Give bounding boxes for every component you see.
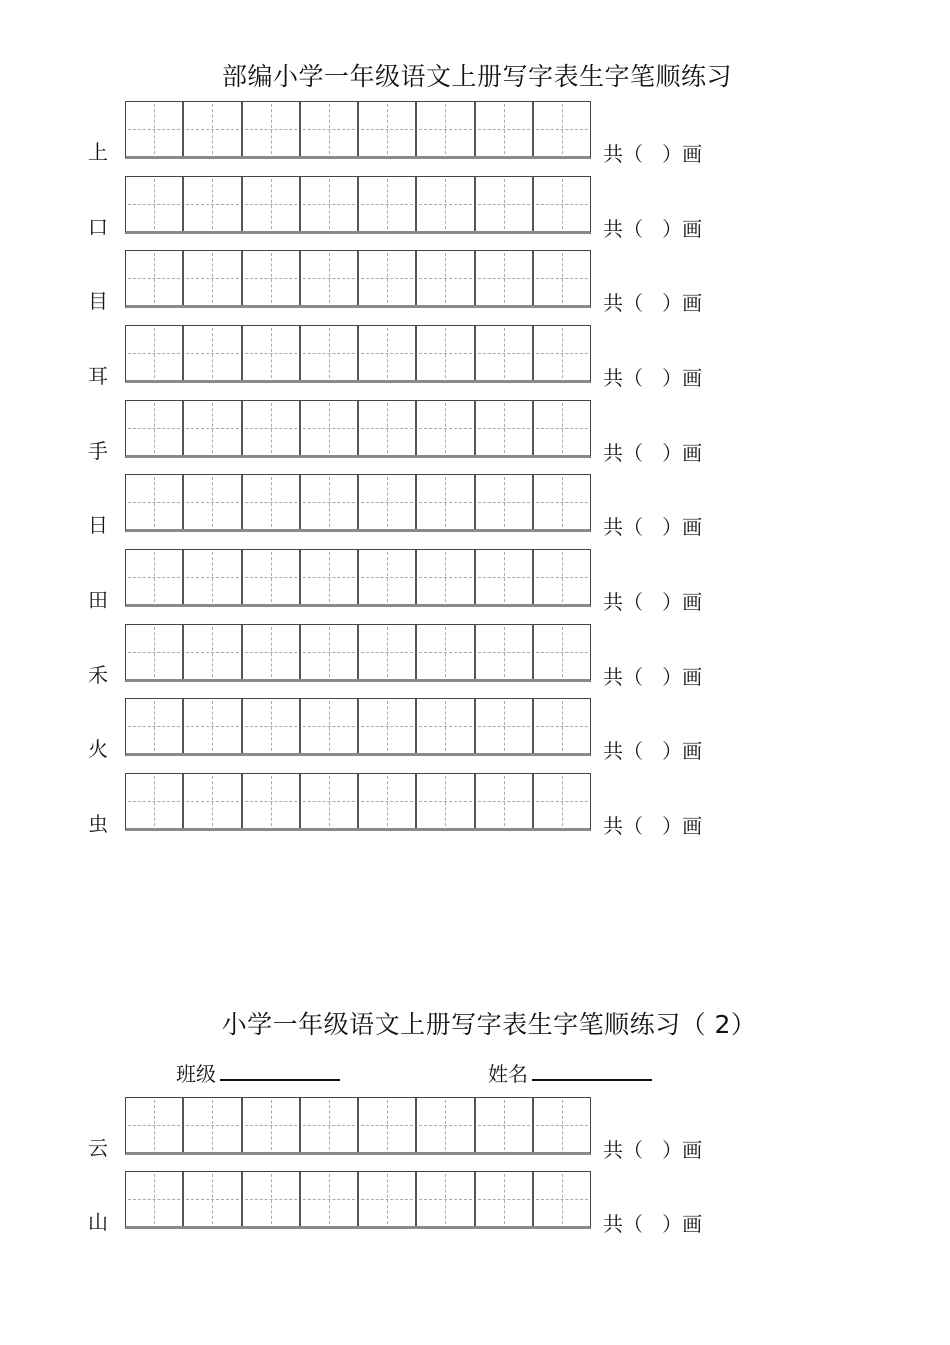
writing-grid[interactable] bbox=[125, 773, 591, 831]
practice-row bbox=[0, 698, 950, 763]
practice-character: 火 bbox=[88, 737, 108, 761]
practice-character: 手 bbox=[88, 439, 108, 463]
practice-row bbox=[0, 773, 950, 838]
stroke-count-label: 共（ ）画 bbox=[603, 665, 703, 689]
writing-grid[interactable] bbox=[125, 624, 591, 682]
stroke-count-label: 共（ ）画 bbox=[603, 217, 703, 241]
practice-character: 上 bbox=[88, 140, 108, 164]
writing-grid[interactable] bbox=[125, 176, 591, 234]
practice-row bbox=[0, 400, 950, 465]
stroke-count-label: 共（ ）画 bbox=[603, 515, 703, 539]
writing-grid[interactable] bbox=[125, 549, 591, 607]
writing-grid[interactable] bbox=[125, 1097, 591, 1155]
stroke-count-label: 共（ ）画 bbox=[603, 739, 703, 763]
practice-row bbox=[0, 624, 950, 689]
stroke-count-label: 共（ ）画 bbox=[603, 590, 703, 614]
stroke-count-label: 共（ ）画 bbox=[603, 366, 703, 390]
name-underline[interactable] bbox=[532, 1061, 652, 1081]
class-label: 班级 bbox=[176, 1062, 216, 1086]
writing-grid[interactable] bbox=[125, 325, 591, 383]
worksheet-title-2: 小学一年级语文上册写字表生字笔顺练习（ 2） bbox=[221, 1010, 757, 1039]
practice-character: 田 bbox=[88, 588, 108, 612]
writing-grid[interactable] bbox=[125, 400, 591, 458]
practice-row bbox=[0, 549, 950, 614]
writing-grid[interactable] bbox=[125, 474, 591, 532]
practice-row bbox=[0, 325, 950, 390]
writing-grid[interactable] bbox=[125, 698, 591, 756]
stroke-count-label: 共（ ）画 bbox=[603, 1212, 703, 1236]
practice-row bbox=[0, 1097, 950, 1162]
practice-character: 日 bbox=[88, 513, 108, 537]
name-field[interactable] bbox=[488, 1058, 652, 1087]
practice-row bbox=[0, 250, 950, 315]
stroke-count-label: 共（ ）画 bbox=[603, 814, 703, 838]
worksheet-title: 部编小学一年级语文上册写字表生字笔顺练习 bbox=[221, 62, 732, 91]
stroke-count-label: 共（ ）画 bbox=[603, 142, 703, 166]
name-label: 姓名 bbox=[488, 1062, 528, 1086]
writing-grid[interactable] bbox=[125, 250, 591, 308]
practice-row bbox=[0, 176, 950, 241]
practice-character: 禾 bbox=[88, 663, 108, 687]
practice-character: 山 bbox=[88, 1210, 108, 1234]
writing-grid[interactable] bbox=[125, 101, 591, 159]
class-field[interactable] bbox=[176, 1058, 340, 1087]
practice-row bbox=[0, 101, 950, 166]
stroke-count-label: 共（ ）画 bbox=[603, 441, 703, 465]
practice-row bbox=[0, 1171, 950, 1236]
class-underline[interactable] bbox=[220, 1061, 340, 1081]
stroke-count-label: 共（ ）画 bbox=[603, 291, 703, 315]
practice-character: 云 bbox=[88, 1136, 108, 1160]
practice-character: 耳 bbox=[88, 364, 108, 388]
practice-character: 目 bbox=[88, 289, 108, 313]
writing-grid[interactable] bbox=[125, 1171, 591, 1229]
practice-row bbox=[0, 474, 950, 539]
practice-character: 虫 bbox=[88, 812, 108, 836]
practice-character: 口 bbox=[88, 215, 108, 239]
stroke-count-label: 共（ ）画 bbox=[603, 1138, 703, 1162]
